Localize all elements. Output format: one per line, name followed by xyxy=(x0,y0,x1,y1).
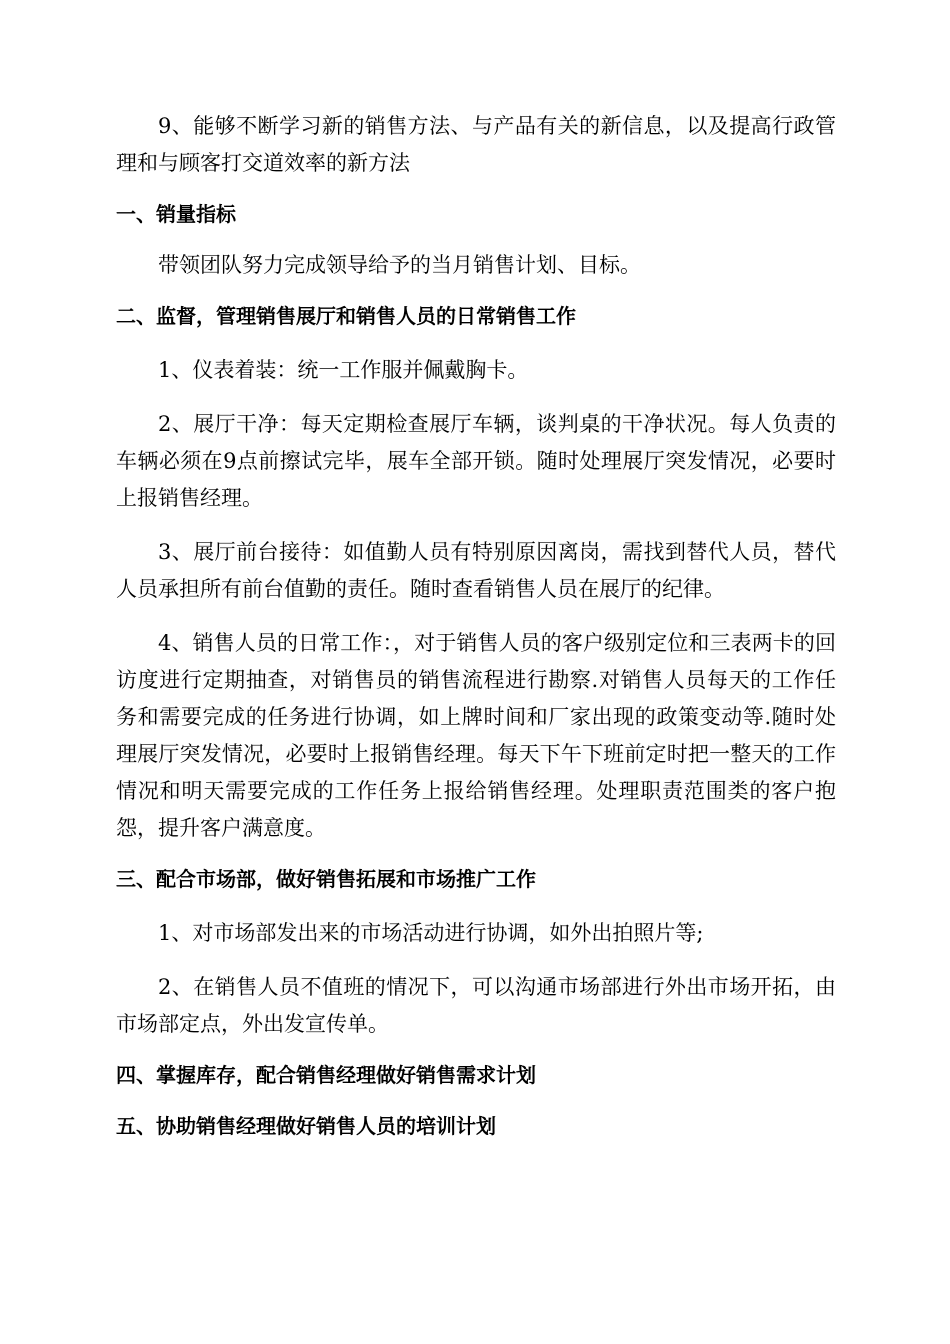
section-2-item-3: 3、展厅前台接待：如值勤人员有特别原因离岗，需找到替代人员，替代人员承担所有前台值勤的责任。随时查看销售人员在展厅的纪律。 xyxy=(116,540,836,601)
section-4-heading: 四、掌握库存，配合销售经理做好销售需求计划 xyxy=(116,1063,536,1087)
section-1-body: 带领团队努力完成领导给予的当月销售计划、目标。 xyxy=(158,253,641,277)
document-page xyxy=(116,108,836,1145)
section-5-heading: 五、协助销售经理做好销售人员的培训计划 xyxy=(116,1114,496,1138)
section-3-item-2: 2、在销售人员不值班的情况下，可以沟通市场部进行外出市场开拓，由市场部定点，外出发宣传单。 xyxy=(116,975,836,1036)
section-1-heading: 一、销量指标 xyxy=(116,202,236,226)
section-3-heading: 三、配合市场部，做好销售拓展和市场推广工作 xyxy=(116,867,536,891)
section-3-item-1: 1、对市场部发出来的市场活动进行协调，如外出拍照片等; xyxy=(158,921,704,945)
section-2-item-4: 4、销售人员的日常工作：，对于销售人员的客户级别定位和三表两卡的回访度进行定期抽查，对销售员的销售流程进行勘察.对销售人员每天的工作任务和需要完成的任务进行协调，如上牌时间和厂家出现的政策变动等.随时处理展厅突发情况，必要时上报销售经理。每天下午下班前定时把一整天的工作情况和明天需要完成的工作任务上报给销售经理。处理职责范围类的客户抱怨，提升客户满意度。 xyxy=(116,631,836,840)
item-9-paragraph: 9、能够不断学习新的销售方法、与产品有关的新信息，以及提高行政管理和与顾客打交道效率的新方法 xyxy=(116,114,836,175)
section-2-heading: 二、监督，管理销售展厅和销售人员的日常销售工作 xyxy=(116,304,576,328)
section-2-item-1: 1、仪表着装：统一工作服并佩戴胸卡。 xyxy=(158,358,529,382)
section-2-item-2: 2、展厅干净：每天定期检查展厅车辆，谈判桌的干净状况。每人负责的车辆必须在9点前擦试完毕，展车全部开锁。随时处理展厅突发情况，必要时上报销售经理。 xyxy=(116,412,836,510)
